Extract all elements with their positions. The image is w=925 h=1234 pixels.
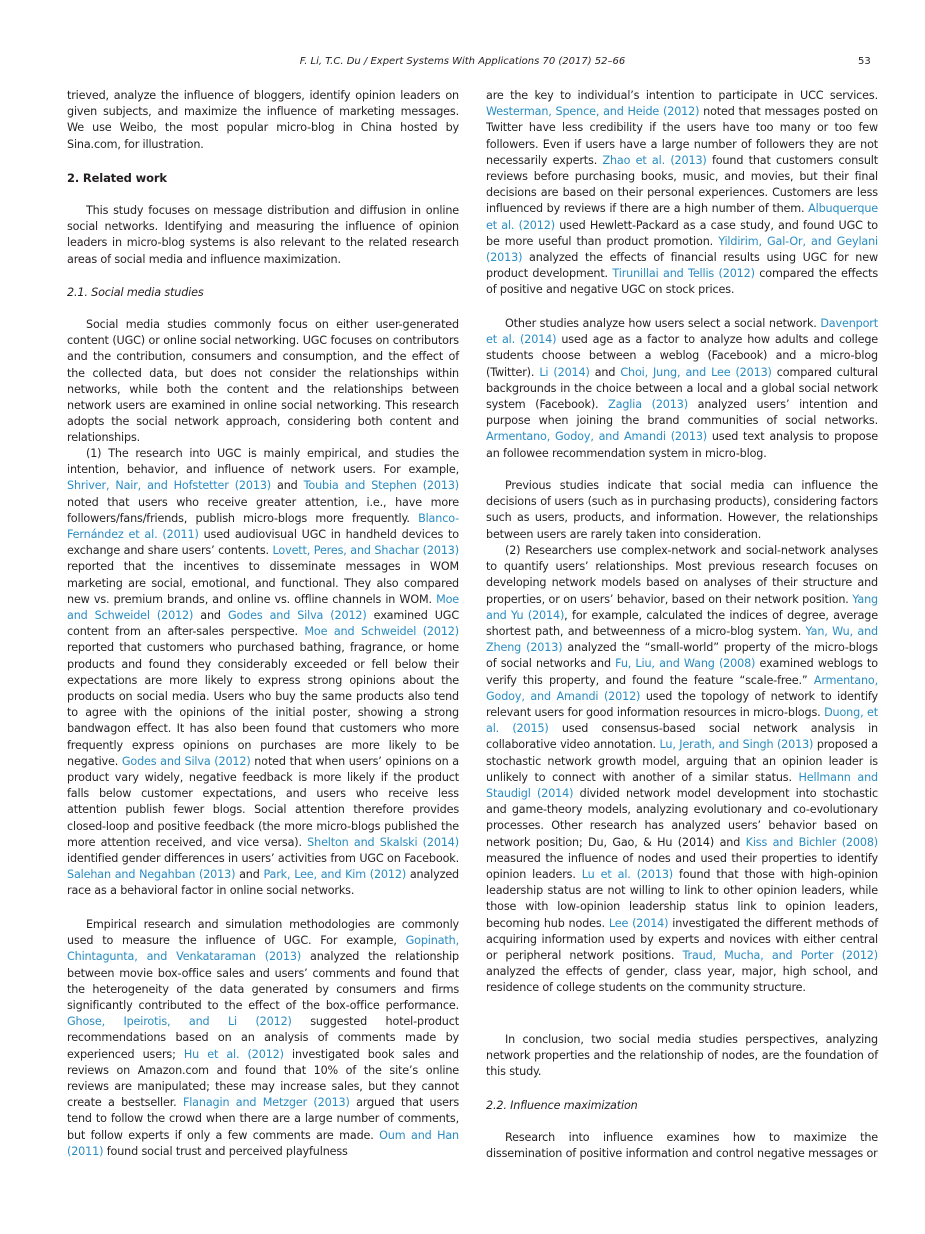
text-run: used age as a factor to analyze how adults and college students choose between a weblog (Facebook) and a micro-blog (Twitter). [486,333,878,379]
paragraph [486,88,878,299]
citation-link[interactable]: Godes and Silva (2012) [227,609,367,623]
text-run: noted that users who receive greater attention, i.e., have more followers/fans/friends, publish micro-blogs more frequently. [67,495,459,525]
text-run: noted that when users’ opinions on a product vary widely, negative feedback is more likely if the product falls below customer expectations, and users who receive less attention publish fewer blogs. Social attention therefore provides closed-loop and positive feedback (the more micro-blogs published the more attention received, and vice versa). [67,754,459,849]
citation-link[interactable]: Toubia and Stephen (2013) [303,479,459,493]
text-run: found that those with high-opinion leadership status are not willing to link to other opinion leaders, while those with low-opinion leadership status link to opinion leaders, becoming hub nodes. [486,868,878,930]
text-run: Empirical research and simulation methodologies are commonly used to measure the influence of UGC. For example, [67,918,459,948]
text-run: Research into influence examines how to maximize the dissemination of positive information and control negative messages or [486,1131,878,1161]
citation-link[interactable]: Armentano, Godoy, and Amandi (2012) [486,673,878,703]
text-run: investigated the different methods of acquiring information used by experts and novices with either central or peripheral network positions. [486,916,879,963]
citation-link[interactable]: Tirunillai and Tellis (2012) [612,267,755,281]
citation-link[interactable]: Lee (2014) [608,916,669,930]
citation-link[interactable]: Hu et al. (2012) [183,1047,284,1061]
paragraph [67,88,459,153]
citation-link[interactable]: Lu, Jerath, and Singh (2013) [659,738,814,752]
citation-link[interactable]: Traud, Mucha, and Porter (2012) [682,949,878,963]
paragraph [486,478,878,543]
citation-link[interactable]: Choi, Jung, and Lee (2013) [620,365,772,379]
text-run: compared cultural backgrounds in the choice between a local and a global social network system (Facebook). [486,365,878,412]
citation-link[interactable]: Zhao et al. (2013) [602,153,707,167]
citation-link[interactable]: Albuquerque et al. (2012) [486,202,878,232]
text-run: analyzed race as a behavioral factor in online social networks. [67,868,460,898]
citation-link[interactable]: Gopinath, Chintagunta, and Venkataraman (2013) [67,934,459,964]
citation-link[interactable]: Westerman, Spence, and Heide (2012) [486,105,700,119]
text-run: (1) The research into UGC is mainly empirical, and studies the intention, behavior, and influence of network users. For example, [67,447,459,477]
citation-link[interactable]: Fu, Liu, and Wang (2008) [615,657,756,671]
citation-link[interactable]: Davenport et al. (2014) [486,317,878,347]
citation-link[interactable]: Park, Lee, and Kim (2012) [263,868,407,882]
text-run: and [193,609,228,623]
citation-link[interactable]: Li (2014) [539,365,590,379]
text-run: used consensus-based social network analysis in collaborative video annotation. [486,722,878,752]
citation-link[interactable]: Moe and Schweidel (2012) [304,625,459,639]
text-run: identified gender differences in users’ activities from UGC on Facebook. [67,852,459,866]
text-run: found that customers consult reviews before purchasing books, music, and movies, but their final decisions are based on their personal experiences. Customers are less influenced by reviews if there are a high number of them. [486,153,878,216]
subsection-heading: 2.2. Influence maximization [486,1099,638,1112]
running-head: F. Li, T.C. Du / Expert Systems With Applications 70 (2017) 52–66 [299,56,626,67]
text-run: examined UGC content from an after-sales perspective. [67,609,459,639]
text-run: argued that users tend to follow the crowd when there are a large number of comments, but follow experts if only a few comments are made. [67,1096,459,1142]
paragraph [67,446,459,900]
paragraph [67,317,459,447]
paragraph [486,1130,878,1162]
text-run: investigated book sales and reviews on Amazon.com and found that 10% of the site’s online reviews are manipulated; these may increase sales, but they cannot create a bestseller. [67,1047,460,1110]
section-heading: 2. Related work [67,171,167,185]
citation-link[interactable]: Armentano, Godoy, and Amandi (2013) [486,430,708,444]
paragraph [486,316,878,462]
text-run: noted that messages posted on Twitter have less credibility if the users have too many or too few followers. Even if users have a large number of followers they are not necessarily experts. [486,105,878,167]
text-run: measured the influence of nodes and used their properties to identify opinion leaders. [486,851,878,882]
citation-link[interactable]: Shriver, Nair, and Hofstetter (2013) [67,479,272,493]
text-run: used Hewlett-Packard as a case study, and found UGC to be more useful than product promotion. [486,218,879,248]
text-run: and [589,365,621,379]
text-run: used text analysis to propose an followee recommendation system in micro-blog. [486,430,878,460]
text-run: reported that the incentives to disseminate messages in WOM marketing are social, emotional, and functional. They also compared new vs. premium brands, and online vs. offline channels in WOM. [67,560,459,606]
text-run: analyzed the relationship between movie box-office sales and users’ comments and found that the heterogeneity of the data generated by consumers and firms significantly contributed to the effect of the box-office performance. [67,950,459,1013]
citation-link[interactable]: Yang and Yu (2014) [486,592,878,622]
citation-link[interactable]: Godes and Silva (2012) [121,754,251,768]
text-run: and [235,868,264,882]
text-run: trieved, analyze the influence of bloggers, identify opinion leaders on given subjects, and maximize the influence of marketing messages. We use Weibo, the most popular micro-blog in China hosted by Sina.com, for illustration. [67,89,459,151]
text-run: analyzed the “small-world” property of the micro-blogs of social networks and [486,641,878,671]
text-run: suggested hotel-product recommendations based on an analysis of comments made by experienced users; [67,1015,459,1061]
text-run: Other studies analyze how users select a social network. [505,317,821,330]
text-run: , for example, calculated the indices of degree, average shortest path, and betweenness of a micro-blog system. [486,608,878,639]
text-run: found social trust and perceived playfulness [103,1144,348,1158]
text-run: analyzed users’ intention and purpose when joining the brand communities of social networks. [486,398,879,428]
paragraph [486,543,878,997]
citation-link[interactable]: Yildirim, Gal-Or, and Geylani (2013) [486,234,879,265]
citation-link[interactable]: Duong, et al. (2015) [486,706,878,736]
citation-link[interactable]: Lu et al. (2013) [581,868,674,882]
text-run: divided network model development into stochastic and game-theory models, analyzing evolutionary and co-evolutionary processes. Other research has analyzed users’ behavior based on network position; Du, Gao, & Hu (2014) and [486,787,878,849]
paragraph [486,1032,878,1081]
text-run: are the key to individual’s intention to participate in UCC services. [486,89,878,102]
text-run: proposed a stochastic network growth model, arguing that an opinion leader is unlikely to connect with another of a similar status. [486,738,878,784]
text-run: (2) Researchers use complex-network and social-network analyses to quantify users’ relationships. Most previous research focuses on developing network models based on analyses of their structure and properties, or on users’ behavior, based on their network position. [486,544,878,606]
page-number: 53 [858,56,871,67]
text-run: Social media studies commonly focus on either user-generated content (UGC) or online social networking. UGC focuses on contributors and the contribution, consumers and consumption, and the effect of the collected data, but does not consider the relationships within networks, while both the content and the relationships between network users are examined in online social networking. This research adopts the social network approach, considering both content and relationships. [67,318,459,445]
citation-link[interactable]: Zaglia (2013) [608,398,688,412]
text-run: Previous studies indicate that social media can influence the decisions of users (such as in purchasing products), considering factors such as users, products, and information. However, the relationships between users are rarely taken into consideration. [486,479,878,541]
text-run: used audiovisual UGC in handheld devices to exchange and share users’ contents. [67,528,459,558]
citation-link[interactable]: Flanagin and Metzger (2013) [182,1096,350,1110]
text-run: examined weblogs to verify this property, and found the feature “scale-free.” [486,657,878,687]
subsection-heading: 2.1. Social media studies [67,286,204,299]
citation-link[interactable]: Lovett, Peres, and Shachar (2013) [272,544,459,558]
text-run: In conclusion, two social media studies perspectives, analyzing network properties and the relationship of nodes, are the foundation of this study. [486,1033,878,1079]
citation-link[interactable]: Yan, Wu, and Zheng (2013) [486,625,878,655]
citation-link[interactable]: Kiss and Bichler (2008) [745,835,878,849]
citation-link[interactable]: Shelton and Skalski (2014) [307,835,459,849]
citation-link[interactable]: Salehan and Negahban (2013) [67,868,236,882]
paragraph [67,917,459,1160]
text-run: analyzed the effects of gender, class year, major, high school, and residence of college students on the community structure. [486,965,878,995]
text-run: analyzed the effects of financial results using UGC for new product development. [486,251,878,281]
paragraph [67,203,459,268]
citation-link[interactable]: Hellmann and Staudigl (2014) [486,770,878,801]
text-run: compared the effects of positive and negative UGC on stock prices. [486,267,878,297]
text-run: used the topology of network to identify relevant users for good information resources in micro-blogs. [486,689,878,720]
text-run: and [271,479,304,493]
citation-link[interactable]: Blanco-Fernández et al. (2011) [67,511,459,542]
text-run: This study focuses on message distribution and diffusion in online social networks. Identifying and measuring the influence of opinion leaders in micro-blog systems is also relevant to the related research areas of social media and influence maximization. [67,204,459,266]
citation-link[interactable]: Moe and Schweidel (2012) [67,592,459,623]
text-run: reported that customers who purchased bathing, fragrance, or home products and found they considerably exceeded or fell below their expectations are more likely to express strong opinions about the products on social media. Users who buy the same products also tend to agree with the opinions of the initial poster, showing a strong bandwagon effect. It has also been found that customers who more frequently express opinions on purchases are more likely to be negative. [67,641,459,768]
citation-link[interactable]: Ghose, Ipeirotis, and Li (2012) [67,1015,292,1029]
citation-link[interactable]: Oum and Han (2011) [67,1128,459,1158]
